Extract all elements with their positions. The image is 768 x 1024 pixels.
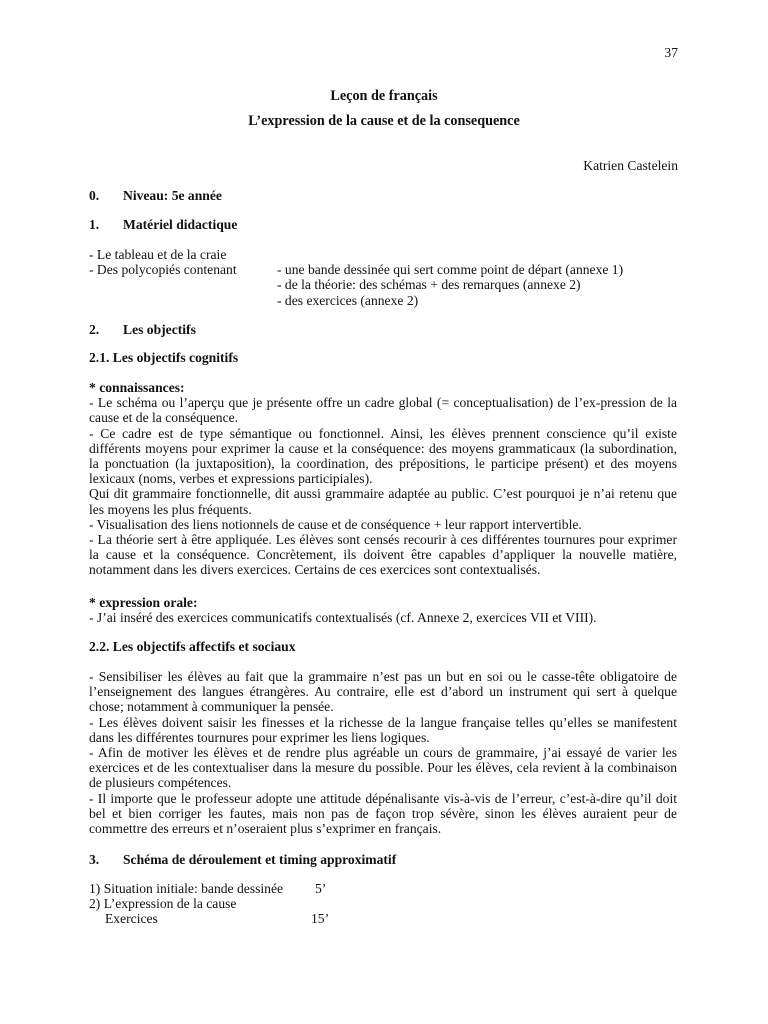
section-3-heading — [89, 852, 677, 867]
material-subitem: - des exercices (annexe 2) — [277, 292, 419, 308]
paragraph: - Visualisation des liens notionnels de cause et de conséquence + leur rapport intervertible. — [89, 516, 582, 532]
section-0-title: Niveau: 5e année — [123, 188, 222, 203]
section-2-heading — [89, 322, 677, 337]
paragraph: - J’ai inséré des exercices communicatifs contextualisés (cf. Annexe 2, exercices VII et VIII). — [89, 610, 597, 626]
section-2-2-heading: 2.2. Les objectifs affectifs et sociaux — [89, 639, 296, 654]
oral-expression — [89, 595, 677, 625]
affective-objectives — [89, 669, 677, 836]
section-0-heading — [89, 188, 677, 203]
section-0-number: 0. — [89, 188, 100, 203]
paragraph: Qui dit grammaire fonctionnelle, dit aussi grammaire adaptée au public. C’est pourquoi je n’ai retenu que les moyens les plus fréquents. — [89, 486, 677, 517]
material-item: - Des polycopiés contenant — [89, 262, 237, 278]
timing-label: 2) L’expression de la cause — [89, 896, 237, 912]
section-2-1-heading: 2.1. Les objectifs cognitifs — [89, 350, 239, 365]
title-line-1: Leçon de français — [330, 88, 438, 104]
paragraph: - Les élèves doivent saisir les finesses et la richesse de la langue française telles qu’elles se manifestent dans les différentes tournures pour exprimer les liens logiques. — [89, 714, 677, 745]
title-line-2: L’expression de la cause et de la consequence — [248, 113, 520, 129]
section-2-number: 2. — [89, 322, 100, 337]
paragraph: - La théorie sert à être appliquée. Les élèves sont censés recourir à ces différentes tournures pour exprimer la cause et la conséquence. Concrètement, ils doivent être capables d’appliquer la nouvelle matière, notamment dans les divers exercices. Certains de ces exercices sont contextualisés. — [89, 532, 677, 578]
section-2-title: Les objectifs — [123, 322, 196, 337]
section-1-title: Matériel didactique — [123, 217, 238, 232]
paragraph: - Le schéma ou l’aperçu que je présente offre un cadre global (= conceptualisation) de l’ex-pression de la cause et de la conséquence. — [89, 395, 677, 426]
timing-value: 5’ — [315, 881, 327, 896]
material-subitem: - une bande dessinée qui sert comme point de départ (annexe 1) — [277, 262, 624, 278]
materials-list — [89, 247, 677, 308]
section-3-title: Schéma de déroulement et timing approximatif — [123, 852, 397, 867]
timing-label: 1) Situation initiale: bande dessinée — [89, 881, 284, 896]
section-3-number: 3. — [89, 852, 100, 867]
knowledge-heading: * connaissances: — [89, 380, 185, 395]
section-1-number: 1. — [89, 217, 100, 232]
cognitive-objectives — [89, 380, 677, 578]
paragraph: - Il importe que le professeur adopte une attitude dépénalisante vis-à-vis de l’erreur, c’est-à-dire qu’il doit bel et bien corriger les fautes, mais non pas de façon trop sévère, sinon les élèves auraient peur de commettre des erreurs et n’oseraient plus s’exprimer en français. — [89, 790, 677, 837]
material-item: - Le tableau et de la craie — [89, 247, 227, 262]
material-subitem: - de la théorie: des schémas + des remarques (annexe 2) — [277, 277, 581, 293]
paragraph: - Ce cadre est de type sémantique ou fonctionnel. Ainsi, les élèves prennent conscience qu’il existe différents moyens pour exprimer la cause et la conséquence: des moyens grammaticaux (la subordination, la ponctuation (la juxtaposition), la coordination, des prépositions, le participe présent) et des moyens lexicaux (noms, verbes et expressions participiales). — [89, 425, 677, 487]
paragraph: - Afin de motiver les élèves et de rendre plus agréable un cours de grammaire, j’ai essayé de varier les exercices et de les contextualiser dans la mesure du possible. Pour les élèves, cela revient à la combinaison de plusieurs compétences. — [89, 745, 677, 791]
timing-label: Exercices — [105, 911, 158, 927]
section-1-heading — [89, 217, 677, 232]
author: Katrien Castelein — [583, 158, 678, 173]
timing-value: 15’ — [311, 911, 330, 927]
oral-heading: * expression orale: — [89, 595, 198, 610]
paragraph: - Sensibiliser les élèves au fait que la grammaire n’est pas un but en soi ou le casse-tête obligatoire de l’enseignement des langues étrangères. Au contraire, elle est d’abord un instrument qui sert à quelque chose; notamment à communiquer la pensée. — [89, 669, 677, 715]
page-number: 37 — [664, 45, 678, 60]
timing-schedule — [89, 881, 677, 929]
